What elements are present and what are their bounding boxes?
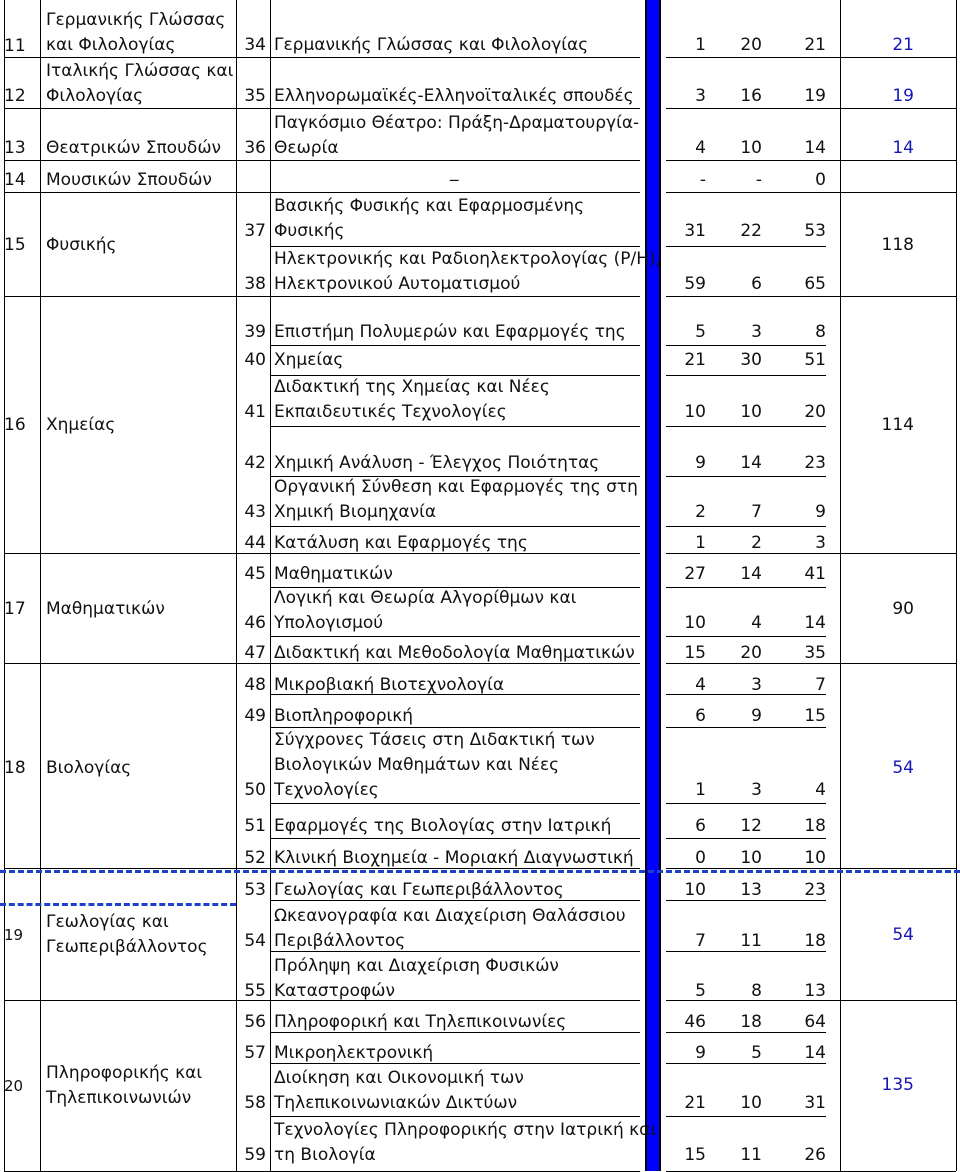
specialization-name: Ωκεανογραφία και Διαχείριση Θαλάσσιου bbox=[274, 906, 626, 926]
sub-row-divider bbox=[666, 1116, 826, 1117]
specialization-code: 41 bbox=[244, 402, 266, 422]
value-b: 14 bbox=[740, 453, 762, 473]
value-c: 23 bbox=[804, 880, 826, 900]
value-a: 59 bbox=[684, 274, 706, 294]
value-a: 4 bbox=[695, 138, 706, 158]
specialization-name: Γερμανικής Γλώσσας και Φιλολογίας bbox=[274, 35, 589, 55]
specialization-code: 38 bbox=[244, 274, 266, 294]
specialization-code: 49 bbox=[244, 706, 266, 726]
specialization-name: Εκπαιδευτικές Τεχνολογίες bbox=[274, 402, 507, 422]
specialization-name: Λογική και Θεωρία Αλγορίθμων και bbox=[274, 588, 577, 608]
value-b: 9 bbox=[751, 706, 762, 726]
value-c: 14 bbox=[804, 613, 826, 633]
value-c: 20 bbox=[804, 402, 826, 422]
value-b: 10 bbox=[740, 848, 762, 868]
sub-row-divider bbox=[666, 636, 826, 637]
value-a: 15 bbox=[684, 643, 706, 663]
value-b: 22 bbox=[740, 221, 762, 241]
department-name: Μουσικών Σπουδών bbox=[46, 170, 212, 190]
value-b: 7 bbox=[751, 502, 762, 522]
value-c: 3 bbox=[815, 533, 826, 553]
sub-row-divider bbox=[666, 587, 826, 588]
row-number: 20 bbox=[4, 1077, 24, 1095]
department-total: 135 bbox=[881, 1075, 914, 1095]
specialization-name: Βιολογικών Μαθημάτων και Νέες bbox=[274, 755, 560, 775]
specialization-code: 57 bbox=[244, 1043, 266, 1063]
value-a: 10 bbox=[684, 880, 706, 900]
row-number: 13 bbox=[4, 138, 26, 158]
row-number: 16 bbox=[4, 415, 26, 435]
value-b: 18 bbox=[740, 1012, 762, 1032]
department-name: Χημείας bbox=[46, 415, 116, 435]
value-a: 6 bbox=[695, 816, 706, 836]
sub-row-divider bbox=[666, 246, 826, 247]
specialization-code: 36 bbox=[244, 138, 266, 158]
sub-row-divider bbox=[270, 426, 640, 427]
value-b: 30 bbox=[740, 350, 762, 370]
specialization-code: 56 bbox=[244, 1012, 266, 1032]
specialization-name: Μικροηλεκτρονική bbox=[274, 1043, 434, 1063]
row-number: 15 bbox=[4, 235, 26, 255]
value-b: 3 bbox=[751, 322, 762, 342]
value-c: 31 bbox=[804, 1093, 826, 1113]
value-c: 23 bbox=[804, 453, 826, 473]
specialization-name: Κατάλυση και Εφαρμογές της bbox=[274, 533, 528, 553]
specialization-code: 39 bbox=[244, 322, 266, 342]
value-a: 9 bbox=[695, 453, 706, 473]
specialization-code: 54 bbox=[244, 931, 266, 951]
total-divider bbox=[840, 0, 841, 1171]
value-a: 3 bbox=[695, 86, 706, 106]
value-c: 51 bbox=[804, 350, 826, 370]
value-b: 10 bbox=[740, 402, 762, 422]
value-c: 14 bbox=[804, 1043, 826, 1063]
value-a: 0 bbox=[695, 848, 706, 868]
value-c: 35 bbox=[804, 643, 826, 663]
value-c: 14 bbox=[804, 138, 826, 158]
value-c: 7 bbox=[815, 675, 826, 695]
specialization-name: _ bbox=[450, 162, 459, 182]
department-name: Φυσικής bbox=[46, 235, 117, 255]
specialization-name: Επιστήμη Πολυμερών και Εφαρμογές της bbox=[274, 322, 626, 342]
specialization-name: Ελληνορωμαϊκές-Ελληνοϊταλικές σπουδές bbox=[274, 86, 634, 106]
value-b: 4 bbox=[751, 613, 762, 633]
specialization-name: Μικροβιακή Βιοτεχνολογία bbox=[274, 675, 505, 695]
value-b: 8 bbox=[751, 981, 762, 1001]
department-name: Ιταλικής Γλώσσας και bbox=[46, 61, 234, 81]
specialization-name: Φυσικής bbox=[274, 221, 345, 241]
value-a: 6 bbox=[695, 706, 706, 726]
column-separator-bar bbox=[645, 0, 661, 1171]
specialization-name: Διοίκηση και Οικονομική των bbox=[274, 1068, 524, 1088]
value-c: 4 bbox=[815, 780, 826, 800]
row-number: 14 bbox=[4, 170, 26, 190]
value-a: 10 bbox=[684, 402, 706, 422]
specialization-name: Σύγχρονες Τάσεις στη Διδακτική των bbox=[274, 730, 595, 750]
row-number: 19 bbox=[4, 926, 24, 944]
department-name: Μαθηματικών bbox=[46, 599, 165, 619]
specialization-name: Υπολογισμού bbox=[274, 613, 384, 633]
value-b: 14 bbox=[740, 564, 762, 584]
specialization-name: Θεωρία bbox=[274, 138, 339, 158]
specialization-code: 37 bbox=[244, 221, 266, 241]
specialization-name: Βιοπληροφορική bbox=[274, 706, 414, 726]
specialization-name: Βασικής Φυσικής και Εφαρμοσμένης bbox=[274, 196, 585, 216]
value-b: 20 bbox=[740, 35, 762, 55]
specialization-code: 43 bbox=[244, 502, 266, 522]
specialization-name: Διδακτική και Μεθοδολογία Μαθηματικών bbox=[274, 643, 635, 663]
value-b: 20 bbox=[740, 643, 762, 663]
department-total: 19 bbox=[892, 86, 914, 106]
specialization-code: 55 bbox=[244, 981, 266, 1001]
specialization-name: τη Βιολογία bbox=[274, 1145, 376, 1165]
specialization-code: 48 bbox=[244, 675, 266, 695]
value-c: 21 bbox=[804, 35, 826, 55]
value-c: 19 bbox=[804, 86, 826, 106]
value-b: 11 bbox=[740, 931, 762, 951]
specialization-code: 45 bbox=[244, 564, 266, 584]
sub-row-divider bbox=[666, 526, 826, 527]
specialization-code: 34 bbox=[244, 35, 266, 55]
value-a: 21 bbox=[684, 350, 706, 370]
value-c: 53 bbox=[804, 221, 826, 241]
value-b: 6 bbox=[751, 274, 762, 294]
department-total: 114 bbox=[881, 415, 914, 435]
row-number: 11 bbox=[4, 36, 26, 56]
row-number: 18 bbox=[4, 758, 26, 778]
specialization-code: 51 bbox=[244, 816, 266, 836]
value-a: 1 bbox=[695, 780, 706, 800]
department-total: 21 bbox=[892, 35, 914, 55]
specialization-code: 58 bbox=[244, 1093, 266, 1113]
value-a: 46 bbox=[684, 1012, 706, 1032]
sub-row-divider bbox=[270, 526, 640, 527]
value-a: 7 bbox=[695, 931, 706, 951]
value-a: 31 bbox=[684, 221, 706, 241]
value-a: 5 bbox=[695, 322, 706, 342]
value-a: 15 bbox=[684, 1145, 706, 1165]
specialization-code: 59 bbox=[244, 1145, 266, 1165]
value-c: 8 bbox=[815, 322, 826, 342]
value-a: 27 bbox=[684, 564, 706, 584]
value-a: 1 bbox=[695, 533, 706, 553]
department-name: Γεωπεριβάλλοντος bbox=[46, 937, 208, 957]
specialization-name: Πρόληψη και Διαχείριση Φυσικών bbox=[274, 956, 559, 976]
value-b: 16 bbox=[740, 86, 762, 106]
value-c: 0 bbox=[815, 170, 826, 190]
specialization-name: Διδακτική της Χημείας και Νέες bbox=[274, 377, 550, 397]
department-total: 54 bbox=[892, 758, 914, 778]
department-name: Θεατρικών Σπουδών bbox=[46, 138, 222, 158]
sub-row-divider bbox=[270, 1116, 640, 1117]
value-c: 9 bbox=[815, 502, 826, 522]
specialization-name: Τηλεπικοινωνιακών Δικτύων bbox=[274, 1093, 518, 1113]
specialization-name: Κλινική Βιοχημεία - Μοριακή Διαγνωστική bbox=[274, 848, 634, 868]
value-a: 10 bbox=[684, 613, 706, 633]
department-name: Γερμανικής Γλώσσας bbox=[46, 10, 226, 30]
specialization-name: Χημική Βιομηχανία bbox=[274, 502, 437, 522]
department-total: 54 bbox=[892, 925, 914, 945]
specialization-name: Χημείας bbox=[274, 350, 344, 370]
specialization-name: Πληροφορική και Τηλεπικοινωνίες bbox=[274, 1012, 567, 1032]
row-number: 12 bbox=[4, 86, 26, 106]
sub-row-divider bbox=[270, 803, 640, 804]
department-total: 90 bbox=[892, 599, 914, 619]
value-b: 11 bbox=[740, 1145, 762, 1165]
value-c: 41 bbox=[804, 564, 826, 584]
value-b: 3 bbox=[751, 675, 762, 695]
value-a: - bbox=[699, 170, 706, 190]
value-a: 1 bbox=[695, 35, 706, 55]
department-total: 14 bbox=[892, 138, 914, 158]
sub-row-divider bbox=[666, 375, 826, 376]
value-c: 15 bbox=[804, 706, 826, 726]
value-a: 9 bbox=[695, 1043, 706, 1063]
sub-row-divider bbox=[666, 476, 826, 477]
sub-row-divider bbox=[666, 803, 826, 804]
department-name: Βιολογίας bbox=[46, 758, 132, 778]
specialization-name: Καταστροφών bbox=[274, 981, 395, 1001]
specialization-code: 52 bbox=[244, 848, 266, 868]
value-a: 2 bbox=[695, 502, 706, 522]
department-total: 118 bbox=[881, 235, 914, 255]
specialization-name: Περιβάλλοντος bbox=[274, 931, 406, 951]
specialization-name: Χημική Ανάλυση - Έλεγχος Ποιότητας bbox=[274, 453, 600, 473]
specialization-code: 44 bbox=[244, 533, 266, 553]
value-a: 5 bbox=[695, 981, 706, 1001]
department-name: και Φιλολογίας bbox=[46, 35, 176, 55]
specialization-code: 42 bbox=[244, 453, 266, 473]
right-border bbox=[956, 0, 957, 1171]
specialization-code: 35 bbox=[244, 86, 266, 106]
value-b: 12 bbox=[740, 816, 762, 836]
value-a: 21 bbox=[684, 1093, 706, 1113]
value-c: 65 bbox=[804, 274, 826, 294]
value-b: 3 bbox=[751, 780, 762, 800]
sub-row-divider bbox=[270, 636, 640, 637]
specialization-name: Ηλεκτρονικής και Ραδιοηλεκτρολογίας (Ρ/Η), bbox=[274, 249, 662, 269]
specialization-code: 46 bbox=[244, 613, 266, 633]
specialization-name: Μαθηματικών bbox=[274, 564, 393, 584]
specialization-code: 53 bbox=[244, 880, 266, 900]
specialization-code: 40 bbox=[244, 350, 266, 370]
value-b: 5 bbox=[751, 1043, 762, 1063]
sub-row-divider bbox=[666, 345, 826, 346]
value-c: 18 bbox=[804, 816, 826, 836]
specialization-name: Εφαρμογές της Βιολογίας στην Ιατρική bbox=[274, 816, 612, 836]
department-name: Φιλολογίας bbox=[46, 86, 144, 106]
value-b: 2 bbox=[751, 533, 762, 553]
department-name: Πληροφορικής και bbox=[46, 1063, 203, 1083]
specialization-name: Οργανική Σύνθεση και Εφαρμογές της στη bbox=[274, 477, 638, 497]
value-b: 10 bbox=[740, 1093, 762, 1113]
row-number: 17 bbox=[4, 599, 26, 619]
value-b: - bbox=[755, 170, 762, 190]
dashed-separator bbox=[0, 903, 236, 906]
specialization-name: Παγκόσμιο Θέατρο: Πράξη-Δραματουργία- bbox=[274, 113, 640, 133]
specialization-name: Τεχνολογίες bbox=[274, 780, 379, 800]
value-c: 10 bbox=[804, 848, 826, 868]
specialization-code: 47 bbox=[244, 643, 266, 663]
value-b: 10 bbox=[740, 138, 762, 158]
specialization-code: 50 bbox=[244, 780, 266, 800]
department-name: Γεωλογίας και bbox=[46, 912, 169, 932]
value-c: 18 bbox=[804, 931, 826, 951]
sub-row-divider bbox=[666, 426, 826, 427]
value-c: 64 bbox=[804, 1012, 826, 1032]
value-c: 13 bbox=[804, 981, 826, 1001]
value-c: 26 bbox=[804, 1145, 826, 1165]
specialization-name: Τεχνολογίες Πληροφορικής στην Ιατρική και bbox=[274, 1120, 657, 1140]
value-b: 13 bbox=[740, 880, 762, 900]
value-a: 4 bbox=[695, 675, 706, 695]
specialization-name: Ηλεκτρονικού Αυτοματισμού bbox=[274, 274, 521, 294]
rowno-divider bbox=[40, 0, 41, 1171]
specialization-name: Γεωλογίας και Γεωπεριβάλλοντος bbox=[274, 880, 564, 900]
department-name: Τηλεπικοινωνιών bbox=[46, 1088, 192, 1108]
code-divider bbox=[270, 0, 271, 1171]
sub-row-divider bbox=[270, 345, 640, 346]
